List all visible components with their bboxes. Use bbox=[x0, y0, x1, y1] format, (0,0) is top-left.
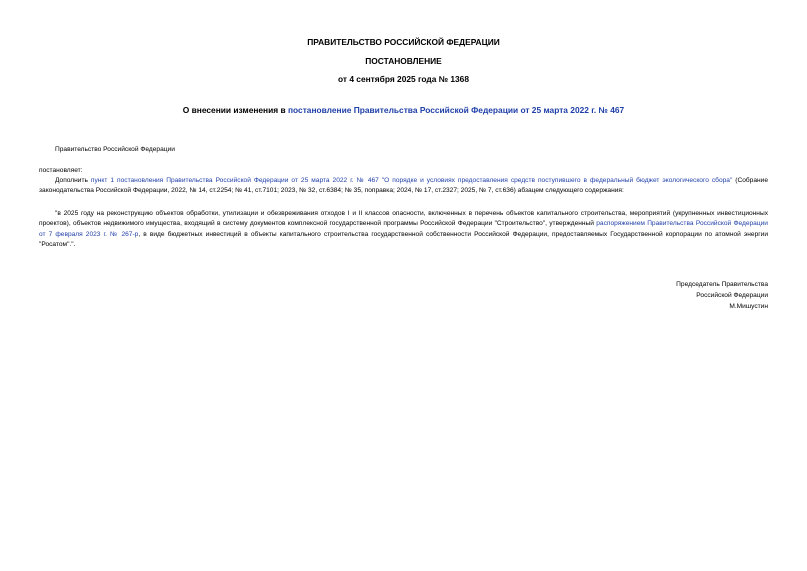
signature-name: М.Мишустин bbox=[729, 302, 768, 310]
para1-decree-link[interactable]: пункт 1 постановления Правительства Российской Федерации от 25 марта 2022 г. № 467 "О порядке и условиях предоставления средств поступившего в федеральный бюджет экологического сбора" bbox=[90, 177, 733, 184]
government-heading: ПРАВИТЕЛЬСТВО РОССИЙСКОЙ ФЕДЕРАЦИИ bbox=[307, 37, 500, 47]
document-date-number: от 4 сентября 2025 года № 1368 bbox=[337, 74, 469, 84]
decrees-text: постановляет: bbox=[39, 167, 83, 174]
para1-prefix: Дополнить bbox=[55, 177, 91, 184]
para2-prefix: "в 2025 году на реконструкцию объектов обработки, утилизации и обезвреживания отходов I и II классов опасности, включенных в перечень объектов капитального строительства, мероприятий (укрупненных инвестиционных проектов), объектов недвижимого имущества, входящий в систему документов комплексной государственной программы Российской Федерации "Строительство", утвержденный bbox=[39, 210, 768, 228]
signature-block bbox=[676, 280, 768, 312]
title-prefix: О внесении изменения в bbox=[182, 105, 288, 115]
document-type: ПОСТАНОВЛЕНИЕ bbox=[365, 56, 442, 66]
signature-position: Председатель Правительства bbox=[676, 281, 768, 288]
para1-suffix: (Собрание законодательства Российской Федерации, 2022, № 14, ст.2254; № 41, ст.7101; 2023, № 32, ст.6384; № 35, поправка; 2024, № 17, ст.2327; 2025, № 7, ст.636) абзацем следующего содержания: bbox=[39, 177, 769, 195]
para2-order-link[interactable]: распоряжением Правительства Российской Федерации от 7 февраля 2023 г. № 267-р bbox=[39, 220, 768, 238]
paragraph-amendment bbox=[39, 176, 768, 197]
signature-body: Российской Федерации bbox=[696, 291, 768, 299]
issuer-text: Правительство Российской Федерации bbox=[55, 146, 175, 153]
paragraph-new-text bbox=[39, 209, 768, 250]
para2-suffix: , в виде бюджетных инвестиций в объекты капитального строительства государственной собственности Российской Федерации, предоставляемых Государственной корпорации по атомной энергии "Росатом".". bbox=[39, 230, 769, 248]
title-decree-link[interactable]: постановление Правительства Российской Федерации от 25 марта 2022 г. № 467 bbox=[287, 105, 625, 115]
document-title bbox=[0, 105, 807, 115]
